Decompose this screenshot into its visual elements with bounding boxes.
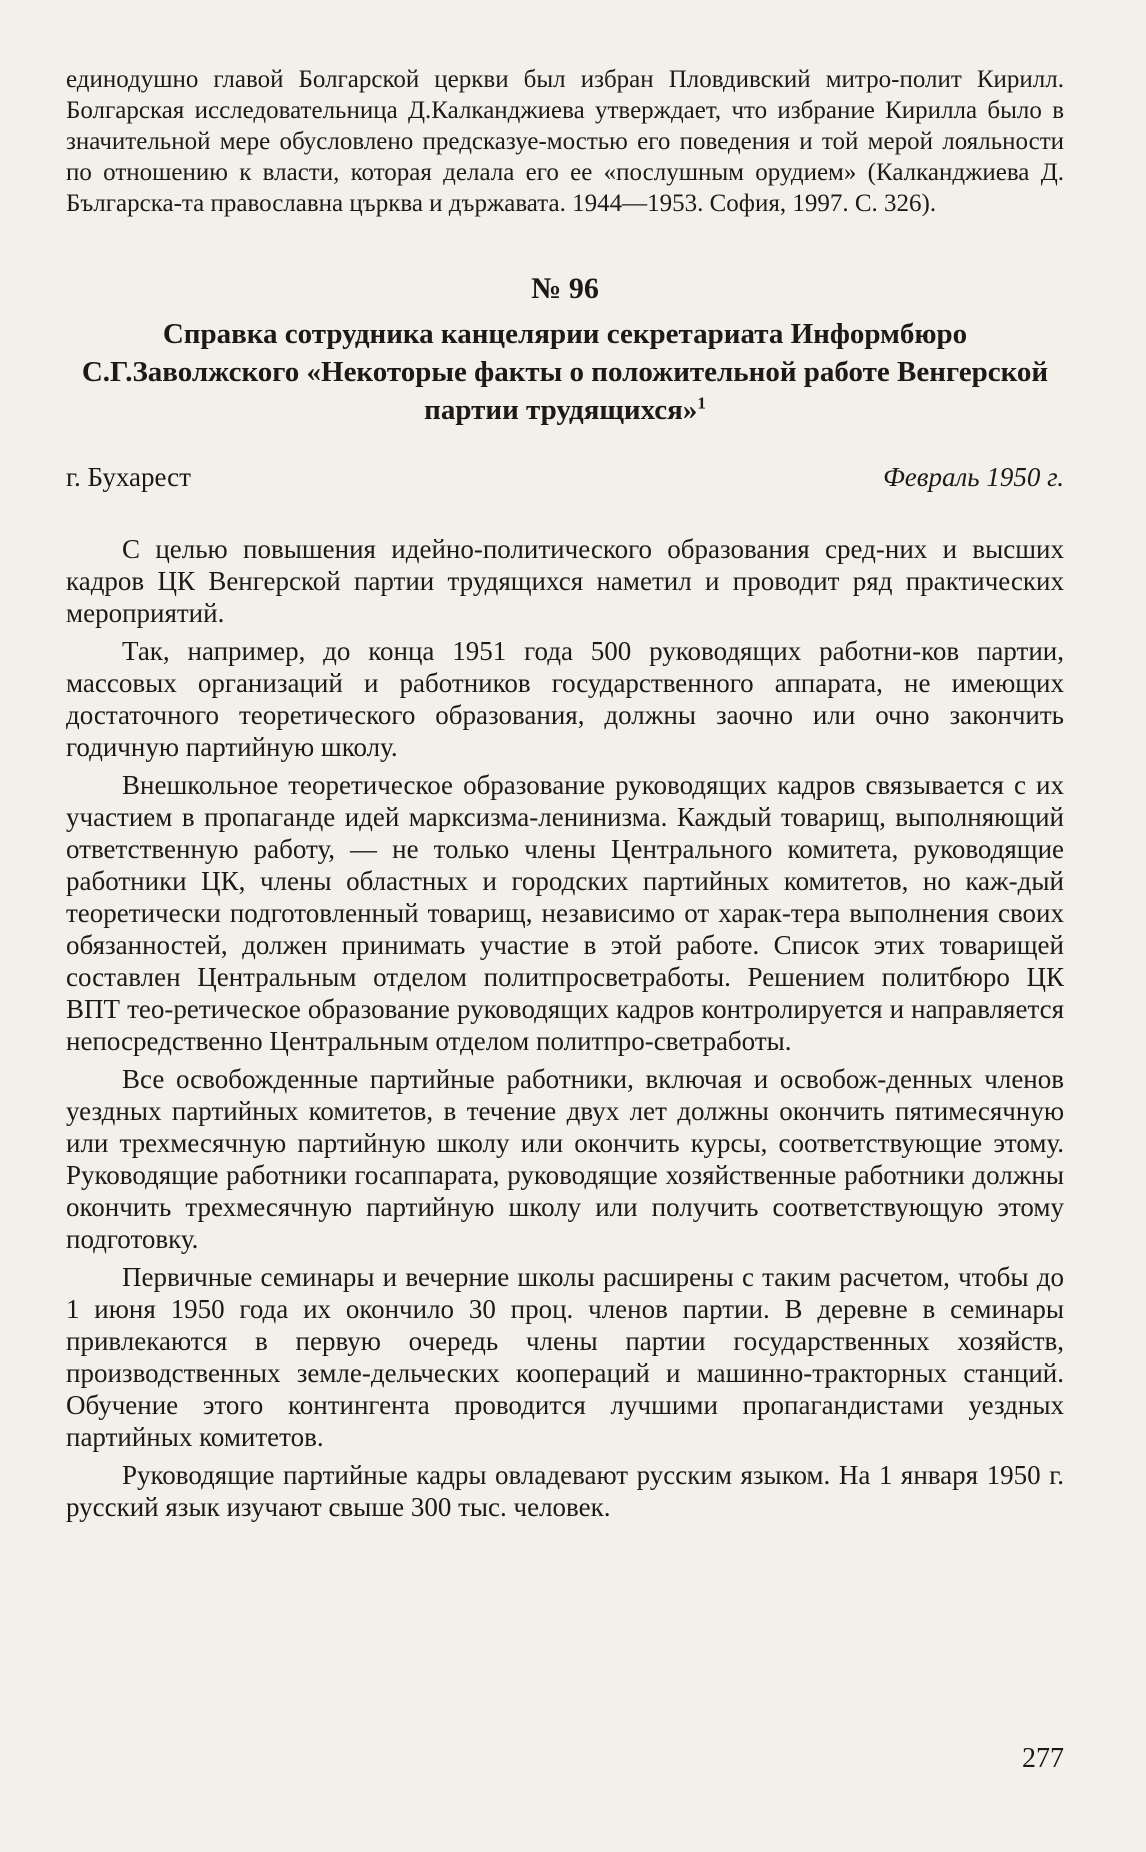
- document-place: г. Бухарест: [66, 462, 191, 492]
- paragraph-6: Руководящие партийные кадры овладевают русским языком. На 1 января 1950 г. русский язык изучают свыше 300 тыс. человек.: [66, 1460, 1064, 1522]
- document-title: [66, 315, 1064, 429]
- paragraph-5: Первичные семинары и вечерние школы расширены с таким расчетом, чтобы до 1 июня 1950 года их окончило 30 проц. членов партии. В деревне в семинары привлекаются в первую очередь члены партии государственных хозяйств, производственных земле-дельческих коопераций и машинно-тракторных станций. Обучение этого контингента проводится лучшими пропагандистами уездных партийных комитетов.: [66, 1262, 1064, 1452]
- document-page: [66, 64, 1064, 1523]
- footnote-continuation: единодушно главой Болгарской церкви был избран Пловдивский митро-полит Кирилл. Болгарская исследовательница Д.Калканджиева утверждает, что избрание Кирилла было в значительной мере обусловлено предсказуе-мостью его поведения и той мерой лояльности по отношению к власти, которая делала его ее «послушным орудием» (Калканджиева Д. Българска-та православна църква и държавата. 1944—1953. София, 1997. С. 326).: [66, 66, 1064, 217]
- document-date: Февраль 1950 г.: [883, 462, 1064, 492]
- paragraph-1: С целью повышения идейно-политического образования сред-них и высших кадров ЦК Венгерской партии трудящихся наметил и проводит ряд практических мероприятий.: [66, 534, 1064, 628]
- document-number: № 96: [531, 272, 599, 305]
- paragraph-4: Все освобожденные партийные работники, включая и освобож-денных членов уездных партийных комитетов, в течение двух лет должны окончить пятимесячную или трехмесячную партийную школу или окончить курсы, соответствующие этому. Руководящие работники госаппарата, руководящие хозяйственные работники должны окончить трехмесячную партийную школу или получить соответствующую этому подготовку.: [66, 1064, 1064, 1254]
- place-date-line: [66, 461, 1064, 493]
- page-number: 277: [1022, 1743, 1064, 1774]
- paragraph-2: Так, например, до конца 1951 года 500 руководящих работни-ков партии, массовых организаций и работников государственного аппарата, не имеющих достаточного теоретического образования, должны заочно или очно закончить годичную партийную школу.: [66, 636, 1064, 762]
- footnote-reference: 1: [697, 393, 706, 413]
- document-body: [66, 533, 1064, 1523]
- document-title-text: Справка сотрудника канцелярии секретариата Информбюро С.Г.Заволжского «Некоторые факты о положительной работе Венгерской партии трудящихся»: [81, 318, 1049, 426]
- paragraph-3: Внешкольное теоретическое образование руководящих кадров связывается с их участием в пропаганде идей марксизма-ленинизма. Каждый товарищ, выполняющий ответственную работу, — не только члены Центрального комитета, руководящие работники ЦК, члены областных и городских партийных комитетов, но каж-дый теоретически подготовленный товарищ, независимо от харак-тера выполнения своих обязанностей, должен принимать участие в этой работе. Список этих товарищей составлен Центральным отделом политпросветработы. Решением политбюро ЦК ВПТ тео-ретическое образование руководящих кадров контролируется и направляется непосредственно Центральным отделом политпро-светработы.: [66, 770, 1064, 1056]
